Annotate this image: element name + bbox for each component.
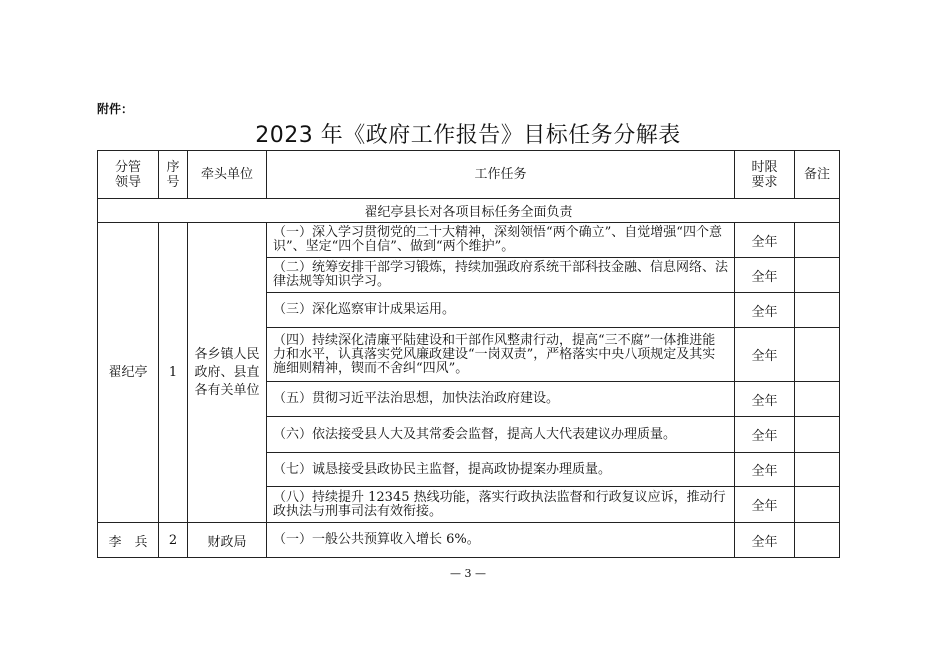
task-text: （八）持续提升 12345 热线功能，落实行政执法监督和行政复议应诉，推动行政执法与刑事司法有效衔接。: [267, 487, 735, 523]
header-leader: 分管 领导: [98, 151, 159, 199]
deadline-cell: 全年: [735, 328, 795, 382]
overall-row: [98, 199, 840, 223]
deadline-cell: 全年: [735, 223, 795, 258]
deadline-cell: 全年: [735, 487, 795, 523]
note-cell: [795, 223, 840, 258]
task-text: （六）依法接受县人大及其常委会监督，提高人大代表建议办理质量。: [267, 417, 735, 453]
note-cell: [795, 523, 840, 558]
overall-responsibility: 翟纪亭县长对各项目标任务全面负责: [98, 199, 840, 223]
deadline-cell: 全年: [735, 258, 795, 293]
unit-cell: 各乡镇人民政府、县直各有关单位: [188, 223, 267, 523]
deadline-cell: 全年: [735, 453, 795, 487]
task-text: （五）贯彻习近平法治思想，加快法治政府建设。: [267, 382, 735, 417]
table-row: [98, 523, 840, 558]
note-cell: [795, 487, 840, 523]
deadline-cell: 全年: [735, 417, 795, 453]
leader-cell: 李 兵: [98, 523, 159, 558]
task-text: （二）统筹安排干部学习锻炼，持续加强政府系统干部科技金融、信息网络、法律法规等知识学习。: [267, 258, 735, 293]
header-unit: 牵头单位: [188, 151, 267, 199]
task-text: （一）深入学习贯彻党的二十大精神，深刻领悟“两个确立”、自觉增强“四个意识”、坚定“四个自信”、做到“两个维护”。: [267, 223, 735, 258]
note-cell: [795, 258, 840, 293]
page-number: — 3 —: [450, 567, 486, 580]
deadline-cell: 全年: [735, 523, 795, 558]
task-text: （一）一般公共预算收入增长 6%。: [267, 523, 735, 558]
document-title: 2023 年《政府工作报告》目标任务分解表: [255, 123, 681, 148]
note-cell: [795, 328, 840, 382]
note-cell: [795, 382, 840, 417]
task-text: （七）诚恳接受县政协民主监督，提高政协提案办理质量。: [267, 453, 735, 487]
note-cell: [795, 417, 840, 453]
deadline-cell: 全年: [735, 293, 795, 328]
leader-cell: 翟纪亭: [98, 223, 159, 523]
attachment-label: 附件：: [97, 102, 134, 116]
seq-cell: 1: [159, 223, 188, 523]
note-cell: [795, 293, 840, 328]
table-row: [98, 223, 840, 258]
task-table: [97, 150, 840, 558]
note-cell: [795, 453, 840, 487]
unit-cell: 财政局: [188, 523, 267, 558]
header-note: 备注: [795, 151, 840, 199]
header-seq: 序 号: [159, 151, 188, 199]
deadline-cell: 全年: [735, 382, 795, 417]
seq-cell: 2: [159, 523, 188, 558]
header-row: [98, 151, 840, 199]
task-text: （三）深化巡察审计成果运用。: [267, 293, 735, 328]
header-deadline: 时限 要求: [735, 151, 795, 199]
task-text: （四）持续深化清廉平陆建设和干部作风整肃行动，提高“三不腐”一体推进能力和水平，认真落实党风廉政建设“一岗双责”，严格落实中央八项规定及其实施细则精神，锲而不舍纠“四风”。: [267, 328, 735, 382]
header-task: 工作任务: [267, 151, 735, 199]
